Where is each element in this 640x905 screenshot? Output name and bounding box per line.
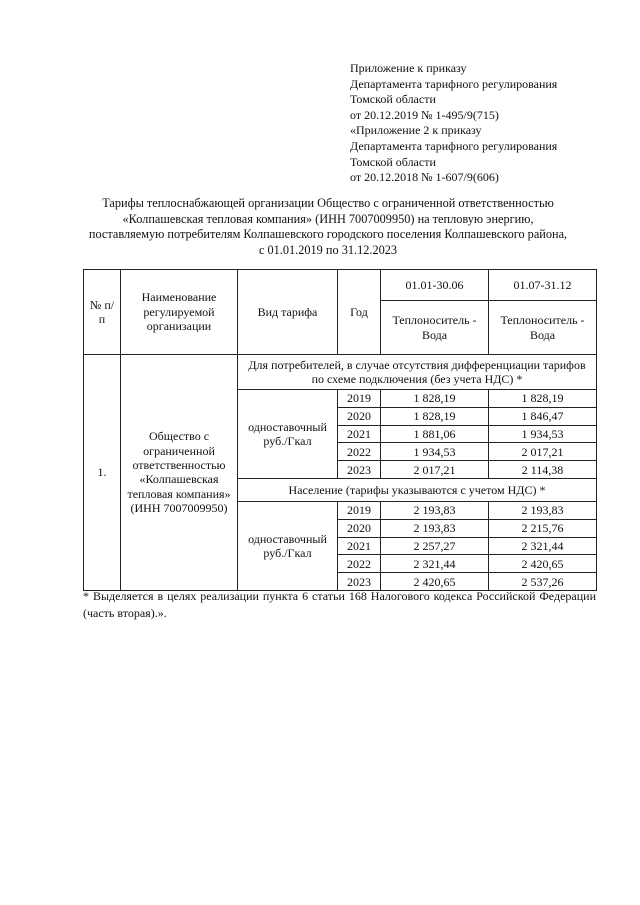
year-cell: 2022 [338, 443, 381, 461]
year-cell: 2023 [338, 573, 381, 591]
document-title: Тарифы теплоснабжающей организации Общество с ограниченной ответственностью «Колпашевская тепловая компания» (ИНН 7007009950) на тепловую энергию, поставляемую потребителям Колпашевского городского поселения Колпашевского района, с 01.01.2019 по 31.12.2023 [88, 196, 568, 257]
col-header-period-2: 01.07-31.12 [489, 270, 597, 301]
value-cell: 2 017,21 [381, 461, 489, 479]
footnote: * Выделяется в целях реализации пункта 6 статьи 168 Налогового кодекса Российской Федерации (часть вторая).». [83, 589, 596, 620]
value-cell: 2 420,65 [489, 555, 597, 573]
header-line: от 20.12.2018 № 1-607/9(606) [350, 170, 499, 185]
year-cell: 2019 [338, 390, 381, 408]
value-cell: 2 257,27 [381, 537, 489, 555]
value-cell: 1 881,06 [381, 425, 489, 443]
appendix-header [350, 61, 557, 186]
header-line: Департамента тарифного регулирования [350, 138, 558, 153]
year-cell: 2020 [338, 407, 381, 425]
value-cell: 1 934,53 [489, 425, 597, 443]
col-header-carrier-2: Теплоноситель - Вода [489, 301, 597, 355]
value-cell: 2 537,26 [489, 573, 597, 591]
value-cell: 1 934,53 [381, 443, 489, 461]
value-cell: 2 193,83 [381, 501, 489, 519]
year-cell: 2020 [338, 519, 381, 537]
organization-name: Общество с ограниченной ответственностью «Колпашевская тепловая компания» (ИНН 7007009950) [121, 355, 238, 591]
header-line: «Приложение 2 к приказу [350, 123, 482, 138]
value-cell: 2 193,83 [489, 501, 597, 519]
value-cell: 2 114,38 [489, 461, 597, 479]
tariff-type-2: одноставочный руб./Гкал [238, 501, 338, 590]
row-number: 1. [84, 355, 121, 591]
col-header-carrier-1: Теплоноситель - Вода [381, 301, 489, 355]
section-title-2: Население (тарифы указываются с учетом НДС) * [238, 478, 597, 501]
year-cell: 2021 [338, 537, 381, 555]
value-cell: 1 828,19 [381, 390, 489, 408]
year-cell: 2021 [338, 425, 381, 443]
section-title-1: Для потребителей, в случае отсутствия дифференциации тарифов по схеме подключения (без учета НДС) * [238, 355, 597, 390]
year-cell: 2019 [338, 501, 381, 519]
header-line: Томской области [350, 154, 436, 169]
header-line: Департамента тарифного регулирования [350, 76, 558, 91]
col-header-number: № п/п [84, 270, 121, 355]
header-line: Томской области [350, 92, 436, 107]
value-cell: 2 321,44 [381, 555, 489, 573]
col-header-period-1: 01.01-30.06 [381, 270, 489, 301]
tariffs-table [83, 269, 597, 591]
value-cell: 1 828,19 [489, 390, 597, 408]
year-cell: 2022 [338, 555, 381, 573]
col-header-year: Год [338, 270, 381, 355]
year-cell: 2023 [338, 461, 381, 479]
value-cell: 1 828,19 [381, 407, 489, 425]
header-line: от 20.12.2019 № 1-495/9(715) [350, 107, 499, 122]
col-header-organization: Наименование регулируемой организации [121, 270, 238, 355]
value-cell: 2 193,83 [381, 519, 489, 537]
value-cell: 2 017,21 [489, 443, 597, 461]
value-cell: 2 321,44 [489, 537, 597, 555]
col-header-tariff-type: Вид тарифа [238, 270, 338, 355]
tariff-type-1: одноставочный руб./Гкал [238, 390, 338, 479]
header-line: Приложение к приказу [350, 61, 467, 75]
value-cell: 2 215,76 [489, 519, 597, 537]
value-cell: 2 420,65 [381, 573, 489, 591]
value-cell: 1 846,47 [489, 407, 597, 425]
